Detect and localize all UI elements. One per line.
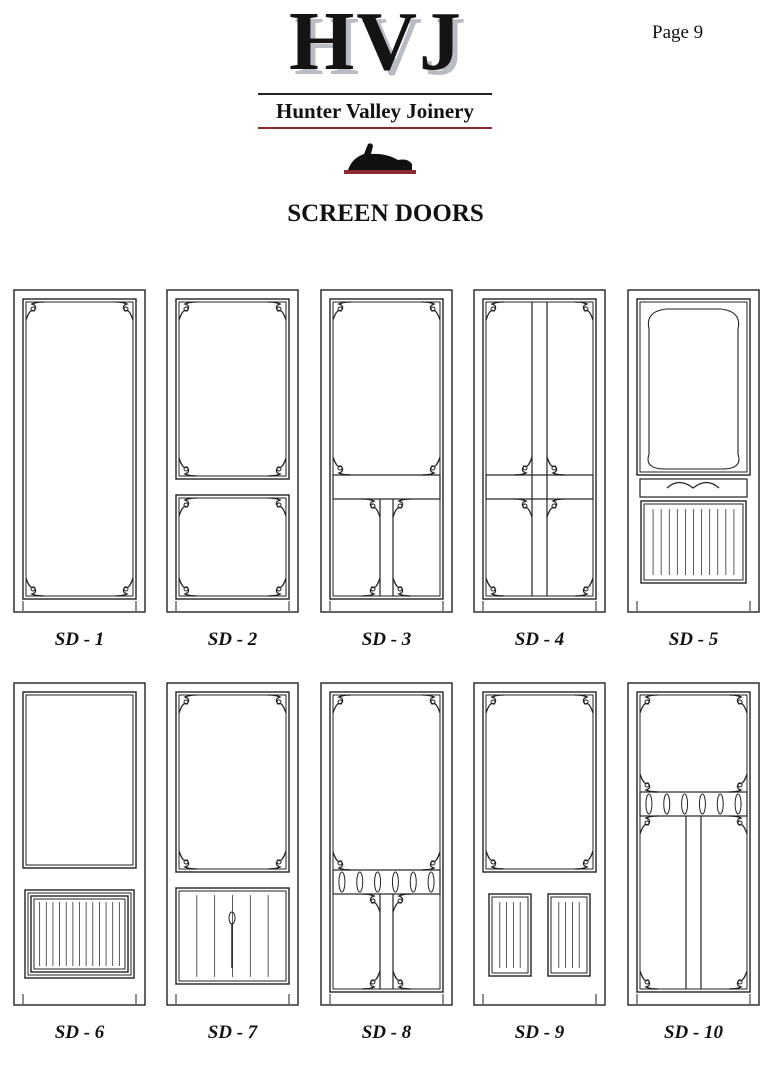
logo-letters: HVJ [289,0,463,88]
screen-door-drawing-10 [627,682,760,1006]
screen-door-drawing-4 [473,289,606,613]
door-caption-3: SD - 3 [361,629,412,650]
door-caption-6: SD - 6 [54,1022,105,1043]
page-number: Page 9 [652,22,704,43]
screen-door-drawing-1 [13,289,146,613]
door-caption-1: SD - 1 [54,629,105,650]
screen-door-drawing-9 [473,682,606,1006]
hand-plane-icon [342,140,418,178]
door-caption-2: SD - 2 [207,629,258,650]
logo-divider-bottom [258,127,492,129]
logo-divider-top [258,93,492,95]
screen-door-drawing-6 [13,682,146,1006]
screen-door-drawing-2 [166,289,299,613]
door-caption-9: SD - 9 [514,1022,565,1043]
door-caption-5: SD - 5 [668,629,719,650]
screen-door-drawing-5 [627,289,760,613]
door-caption-7: SD - 7 [207,1022,258,1043]
door-caption-10: SD - 10 [663,1022,724,1043]
company-name: Hunter Valley Joinery [276,99,474,123]
page-title: SCREEN DOORS [287,200,484,227]
screen-door-drawing-8 [320,682,453,1006]
screen-door-drawing-7 [166,682,299,1006]
screen-door-drawing-3 [320,289,453,613]
door-caption-8: SD - 8 [361,1022,412,1043]
door-caption-4: SD - 4 [514,629,565,650]
